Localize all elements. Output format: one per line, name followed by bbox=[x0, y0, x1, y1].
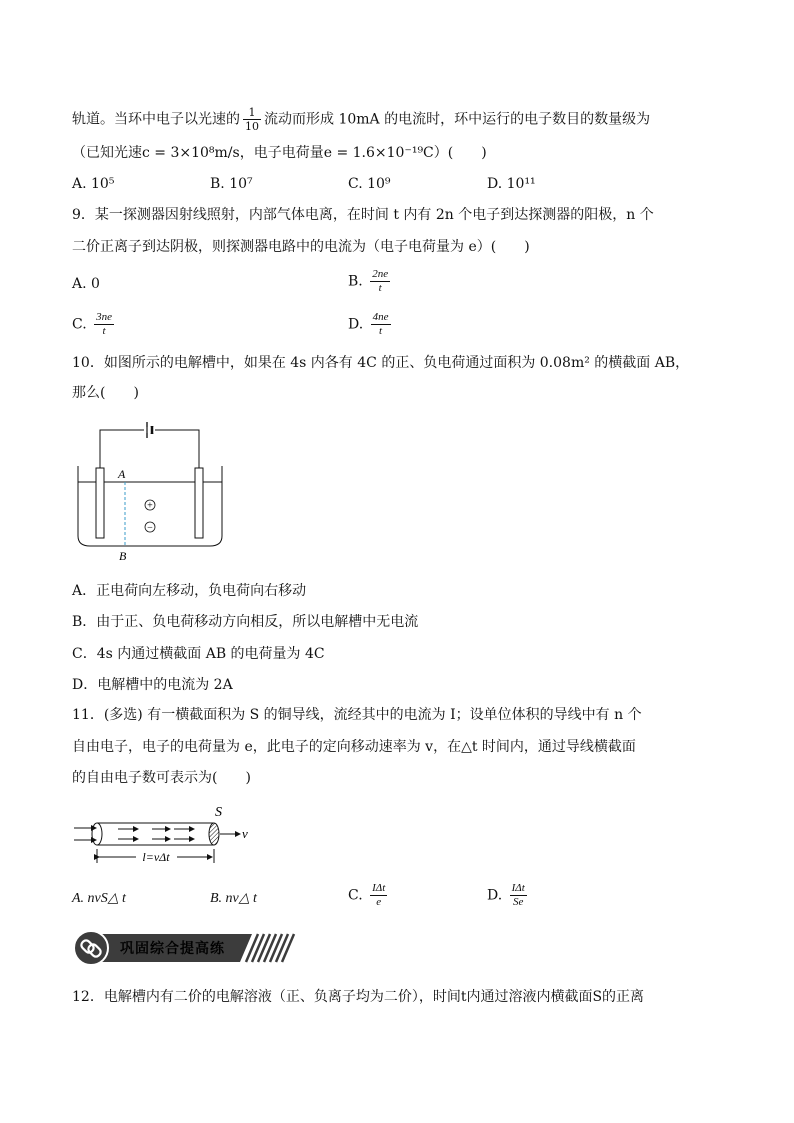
q11-line3: 的自由电子数可表示为( ) bbox=[72, 770, 251, 786]
q10-line2: 那么( ) bbox=[72, 385, 139, 401]
q8-option-d: D. 10¹¹ bbox=[487, 176, 536, 192]
wire-left-end bbox=[92, 823, 102, 845]
banner-title: 巩固综合提高练 bbox=[120, 941, 225, 957]
svg-text:−: − bbox=[147, 522, 153, 534]
q9-option-d: D. $\frac{4ne}{t}$ bbox=[348, 311, 389, 337]
q11-option-c: C. $\frac{\text{IΔt}}{e}$ bbox=[348, 882, 386, 908]
q11-option-a: A. nvS△ t bbox=[72, 891, 126, 906]
q10-line1: 10．如图所示的电解槽中，如果在 4s 内各有 4C 的正、负电荷通过面积为 0.08m² 的横截面 AB， bbox=[72, 355, 690, 371]
q8-option-b: B. 10⁷ bbox=[210, 176, 253, 192]
label-b: B bbox=[119, 549, 127, 563]
q8-text-b: 流动而形成 10mA 的电流时，环中运行的电子数目的数量级为 bbox=[264, 111, 651, 128]
q9-line2: 二价正离子到达阴极，则探测器电路中的电流为（电子电荷量为 e）( ) bbox=[72, 239, 530, 255]
section-banner bbox=[72, 928, 297, 966]
q9-option-b: B. $\frac{2ne}{t}$ bbox=[348, 268, 389, 294]
left-electrode bbox=[96, 468, 104, 538]
q9-option-a: A. 0 bbox=[72, 276, 100, 292]
q8-option-c: C. 10⁹ bbox=[348, 176, 391, 192]
q8-option-a: A. 10⁵ bbox=[72, 176, 115, 192]
q10-option-d: D．电解槽中的电流为 2A bbox=[72, 677, 233, 693]
circuit-wire bbox=[100, 430, 199, 468]
q11-line2: 自由电子，电子的电荷量为 e，此电子的定向移动速率为 v，在△t 时间内，通过导线横截面 bbox=[72, 739, 636, 755]
q10-option-b: B．由于正、负电荷移动方向相反，所以电解槽中无电流 bbox=[72, 614, 419, 630]
svg-text:+: + bbox=[147, 500, 153, 512]
q8-line1 bbox=[72, 106, 650, 133]
label-s: S bbox=[215, 805, 222, 820]
q10-option-c: C．4s 内通过横截面 AB 的电荷量为 4C bbox=[72, 646, 325, 662]
q8-text-a: 轨道。当环中电子以光速的 bbox=[72, 111, 240, 128]
q9-option-c: C. $\frac{3ne}{t}$ bbox=[72, 311, 113, 337]
q11-option-d-fraction: $\frac{\text{IΔt}}{Se}$ bbox=[511, 882, 525, 908]
q12-line1: 12．电解槽内有二价的电解溶液（正、负离子均为二价），时间t内通过溶液内横截面S的正离 bbox=[72, 989, 645, 1005]
q11-line1: 11．(多选) 有一横截面积为 S 的铜导线，流经其中的电流为 I；设单位体积的导线中有 n 个 bbox=[72, 707, 642, 723]
q9-line1: 9．某一探测器因射线照射，内部气体电离，在时间 t 内有 2n 个电子到达探测器的阳极，n 个 bbox=[72, 207, 654, 223]
electrolytic-cell-figure bbox=[70, 418, 230, 566]
q11-option-b: B. nv△ t bbox=[210, 891, 257, 906]
q9-option-d-fraction: $\frac{4ne}{t}$ bbox=[372, 311, 389, 337]
q11-option-c-fraction: $\frac{\text{IΔt}}{e}$ bbox=[372, 882, 386, 908]
q8-fraction: $\frac{1}{10}$ bbox=[245, 106, 259, 133]
q11-option-d: D. $\frac{\text{IΔt}}{Se}$ bbox=[487, 882, 525, 908]
cross-section-s bbox=[209, 823, 219, 845]
banner-badge bbox=[74, 931, 108, 965]
right-electrode bbox=[195, 468, 203, 538]
q9-option-c-fraction: $\frac{3ne}{t}$ bbox=[96, 311, 113, 337]
label-length: l=vΔt bbox=[142, 850, 170, 864]
q8-line2: （已知光速c = 3×10⁸m/s，电子电荷量e = 1.6×10⁻¹⁹C）( ) bbox=[72, 145, 487, 161]
q10-option-a: A．正电荷向左移动，负电荷向右移动 bbox=[72, 583, 307, 599]
q9-option-b-fraction: $\frac{2ne}{t}$ bbox=[372, 268, 389, 294]
wire-figure bbox=[70, 798, 260, 866]
label-v: v bbox=[242, 826, 248, 841]
label-a: A bbox=[118, 467, 126, 481]
